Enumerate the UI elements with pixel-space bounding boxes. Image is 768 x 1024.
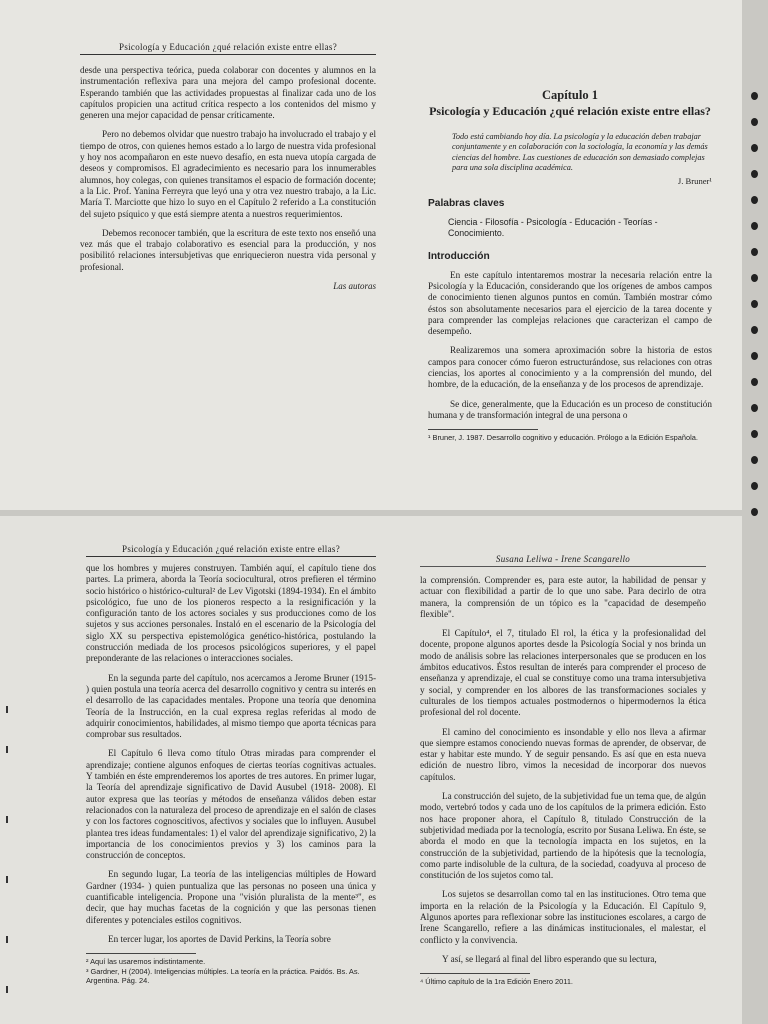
epigraph-author: J. Bruner¹ bbox=[677, 175, 712, 186]
paragraph: que los hombres y mujeres construyen. También aquí, el capítulo tiene dos partes. La primera, aborda la Teoría sociocultural, otros prefieren el término socio histórico o histórico-cultural² de Lev Vigotski (1894-1934). En el ámbito psicológico, fue uno de los pioneros respecto a la resignificación y la configuración tanto de los actores sociales y sus producciones como de los sujetos y sus acciones personales. Instaló en el escenario de la Psicología del siglo XX su perspectiva epistemológica genético-histórica, postulando la construcción mediada de los procesos psicológicos superiores, y el papel preponderante de las relaciones o interacciones sociales. bbox=[86, 563, 376, 664]
bottom-scan-sheet bbox=[0, 516, 742, 1024]
paragraph: En tercer lugar, los aportes de David Perkins, la Teoría sobre bbox=[108, 933, 331, 944]
running-head: Psicología y Educación ¿qué relación existe entre ellas? bbox=[86, 544, 376, 557]
binding-hole bbox=[751, 222, 758, 230]
paragraph: El Capítulo 6 lleva como título Otras miradas para comprender el aprendizaje; contiene algunos enfoques de ciertas teorías cognitivas actuales. Y también en éste emprenderemos los aportes de tres autores. En primer lugar, la Teoría del aprendizaje significativo de David Ausubel (1918- 2008). El autor expresa que las teorías y métodos de enseñanza válidos deben estar relacionados con la naturaleza del proceso de aprendizaje en el salón de clases y con los factores cognoscitivos, afectivos y sociales que lo influyen. Ausubel plantea tres ideas fundamentales: 1) el valor del aprendizaje significativo, 2) la importancia de los conocimientos previos y 3) los caminos para la construcción de conceptos. bbox=[86, 748, 376, 861]
footnote: ² Aquí las usaremos indistintamente. bbox=[86, 957, 206, 967]
page-right-top bbox=[428, 74, 712, 514]
binding-hole bbox=[751, 196, 758, 204]
binding-hole bbox=[751, 404, 758, 412]
running-head: Susana Leliwa - Irene Scangarello bbox=[420, 554, 706, 567]
footnote-rule bbox=[428, 429, 538, 430]
binding-hole bbox=[751, 274, 758, 282]
binding-hole bbox=[751, 170, 758, 178]
page-left-bottom bbox=[86, 544, 376, 1024]
binding-hole bbox=[751, 352, 758, 360]
binding-hole bbox=[751, 326, 758, 334]
epigraph: Todo está cambiando hoy día. La psicología y la educación deben trabajar conjuntamente y en colaboración con la sociología, la economía y las demás ciencias del hombre. Las cuestiones de educación son demasiado complejas para una sola disciplina académica. bbox=[452, 132, 708, 173]
paragraph: Y así, se llegará al final del libro esperando que su lectura, bbox=[442, 953, 657, 964]
binding-mark bbox=[6, 816, 8, 823]
binding-hole bbox=[751, 248, 758, 256]
paragraph: En este capítulo intentaremos mostrar la necesaria relación entre la Psicología y la Educación, considerando que los orígenes de ambos campos de conocimiento tienen algunos puntos en común. También mostrar cómo éstos son absolutamente necesarios para el ejercicio de la tarea docente y para comprender las complejas relaciones que caracterizan el campo de desempeño. bbox=[428, 269, 712, 337]
binding-hole bbox=[751, 300, 758, 308]
binding-hole bbox=[751, 118, 758, 126]
page-left-top bbox=[80, 42, 376, 512]
binding-hole bbox=[751, 508, 758, 516]
footnote: ³ Gardner, H (2004). Inteligencias múltiples. La teoría en la práctica. Paidós. Bs. As. Argentina. Pág. 24. bbox=[86, 966, 360, 986]
paragraph: El Capítulo⁴, el 7, titulado El rol, la ética y la profesionalidad del docente, propone algunos aportes desde la Psicología Social y nos brinda un modo de análisis sobre las relaciones interpersonales que se producen en los ámbitos educativos. Éstos resultan de interés para comprender el proceso de enseñanza y aprendizaje, el cual se constituye como una trama intersubjetiva y social, y comprender en los albores de las transformaciones sociales y culturales de los tiempos actuales postmodernos o hipermodernos la ética profesional del rol docente. bbox=[420, 628, 706, 718]
paragraph: Los sujetos se desarrollan como tal en las instituciones. Otro tema que importa en la relación de la Psicología y la Educación. El Capítulo 9, Algunos aportes para reflexionar sobre las instituciones escolares, a cargo de Irene Scangarello, refiere a las dinámicas institucionales, el malestar, el conflicto y la convivencia. bbox=[420, 889, 706, 945]
chapter-title: Psicología y Educación ¿qué relación existe entre ellas? bbox=[429, 104, 711, 118]
paragraph: la comprensión. Comprender es, para este autor, la habilidad de pensar y actuar con flexibilidad a partir de lo que uno sabe. Para decirlo de otra manera, la comprensión de un tópico es la "capacidad de desempeño flexible". bbox=[420, 575, 706, 619]
paragraph: En la segunda parte del capítulo, nos acercamos a Jerome Bruner (1915- ) quien postula una teoría acerca del desarrollo cognitivo y centra su interés en el desarrollo de las capacidades mentales. Propone una teoría que denomina Teoría de la Instrucción, en la cual expresa reglas referidas al modo de adquirir conocimientos, habilidades, al mismo tiempo que aporta técnicas para comprobar sus resultados. bbox=[86, 672, 376, 740]
binding-hole bbox=[751, 378, 758, 386]
binding-hole bbox=[751, 482, 758, 490]
footnote: ⁴ Último capítulo de la 1ra Edición Enero 2011. bbox=[420, 977, 573, 987]
signature: Las autoras bbox=[333, 281, 376, 292]
spiral-binding bbox=[742, 0, 762, 1024]
binding-mark bbox=[6, 876, 8, 883]
paragraph: En segundo lugar, La teoría de las inteligencias múltiples de Howard Gardner (1934- ) quien puntualiza que las personas no poseen una única y cuantificable inteligencia. Propone una "visión pluralista de la mente³", es decir, que hay muchas facetas de la cognición y que las personas tienen diferentes y potenciales estilos cognitivos. bbox=[86, 869, 376, 925]
top-scan-sheet bbox=[0, 0, 742, 510]
binding-hole bbox=[751, 92, 758, 100]
paragraph: La construcción del sujeto, de la subjetividad fue un tema que, de algún modo, vertebró todos y cada uno de los capítulos de la primera edición. Esto nos hace proponer ahora, el Capítulo 8, titulado Construcción de la subjetividad mediada por la tecnología, escrito por Susana Leliwa. En éste, se aborda el modo en que la tecnología impacta en los sujetos, en la construcción de la subjetividad, partiendo de la hipótesis que la tecnología, como parte indisoluble de la cultura, de la sociedad, coadyuva al proceso de constitución de los sujetos como tal. bbox=[420, 791, 706, 881]
paragraph: Debemos reconocer también, que la escritura de este texto nos enseñó una vez más que el trabajo colaborativo es esencial para la producción, y nos posibilitó relaciones intersubjetivas que enriquecieron nuestra vida personal y profesional. bbox=[80, 227, 376, 272]
footnote-rule bbox=[86, 953, 196, 954]
footnote-rule bbox=[420, 973, 530, 974]
paragraph: Realizaremos una somera aproximación sobre la historia de estos campos para conocer cómo fueron estructurándose, sus relaciones con otras ciencias, los aportes al conocimiento y a la comprensión del mundo, del hombre, de la educación, de la enseñanza y de los procesos de aprendizaje. bbox=[428, 345, 712, 390]
binding-hole bbox=[751, 456, 758, 464]
paragraph: El camino del conocimiento es insondable y ello nos lleva a afirmar que siempre estamos conociendo nuevas formas de aprender, de observar, de estar y habitar este mundo. Y de seguir pensando. Es así que en esta nueva edición de nuestro libro, vimos la necesidad de incorporar dos nuevos capítulos. bbox=[420, 726, 706, 782]
binding-mark bbox=[6, 936, 8, 943]
binding-mark bbox=[6, 746, 8, 753]
binding-mark bbox=[6, 986, 8, 993]
page-right-bottom bbox=[420, 554, 706, 1024]
footnote: ¹ Bruner, J. 1987. Desarrollo cognitivo y educación. Prólogo a la Edición Española. bbox=[428, 433, 698, 443]
binding-mark bbox=[6, 706, 8, 713]
running-head: Psicología y Educación ¿qué relación existe entre ellas? bbox=[80, 42, 376, 55]
paragraph: Pero no debemos olvidar que nuestro trabajo ha involucrado el trabajo y el tiempo de otros, con quienes hemos estado a lo largo de nuestra vida profesional y hoy nos acompañaron en este nuevo desafío, en esta nueva utopía cargada de deseos y compromisos. El agradecimiento es necesario para los innumerables alumnos, hoy colegas, con quienes transitamos el espacio de formación docente; a la Lic. Prof. Yanina Ferreyra que leyó una y otra vez nuestro trabajo, a la Lic. María T. Marciotte que hizo lo suyo en el Capítulo 2 referido a La constitución del sujeto psíquico y que está siempre atenta a nuestros requerimientos. bbox=[80, 129, 376, 219]
keywords-heading: Palabras claves bbox=[428, 197, 505, 209]
paragraph: Se dice, generalmente, que la Educación es un proceso de constitución humana y de transformación integral de una persona o bbox=[428, 398, 712, 420]
binding-hole bbox=[751, 144, 758, 152]
introduction-heading: Introducción bbox=[428, 250, 490, 262]
binding-hole bbox=[751, 430, 758, 438]
keywords: Ciencia - Filosofía - Psicología - Educación - Teorías - Conocimiento. bbox=[448, 216, 658, 238]
chapter-number: Capítulo 1 bbox=[542, 88, 598, 102]
paragraph: desde una perspectiva teórica, pueda colaborar con docentes y alumnos en la instrumentación reflexiva para una mejora del campo profesional docente. Esperando también que las actividades propuestas al finalizar cada uno de los capítulos propicien una actitud crítica respecto a los contenidos del mismo y generen una mejor capacidad de pensar críticamente. bbox=[80, 65, 376, 121]
